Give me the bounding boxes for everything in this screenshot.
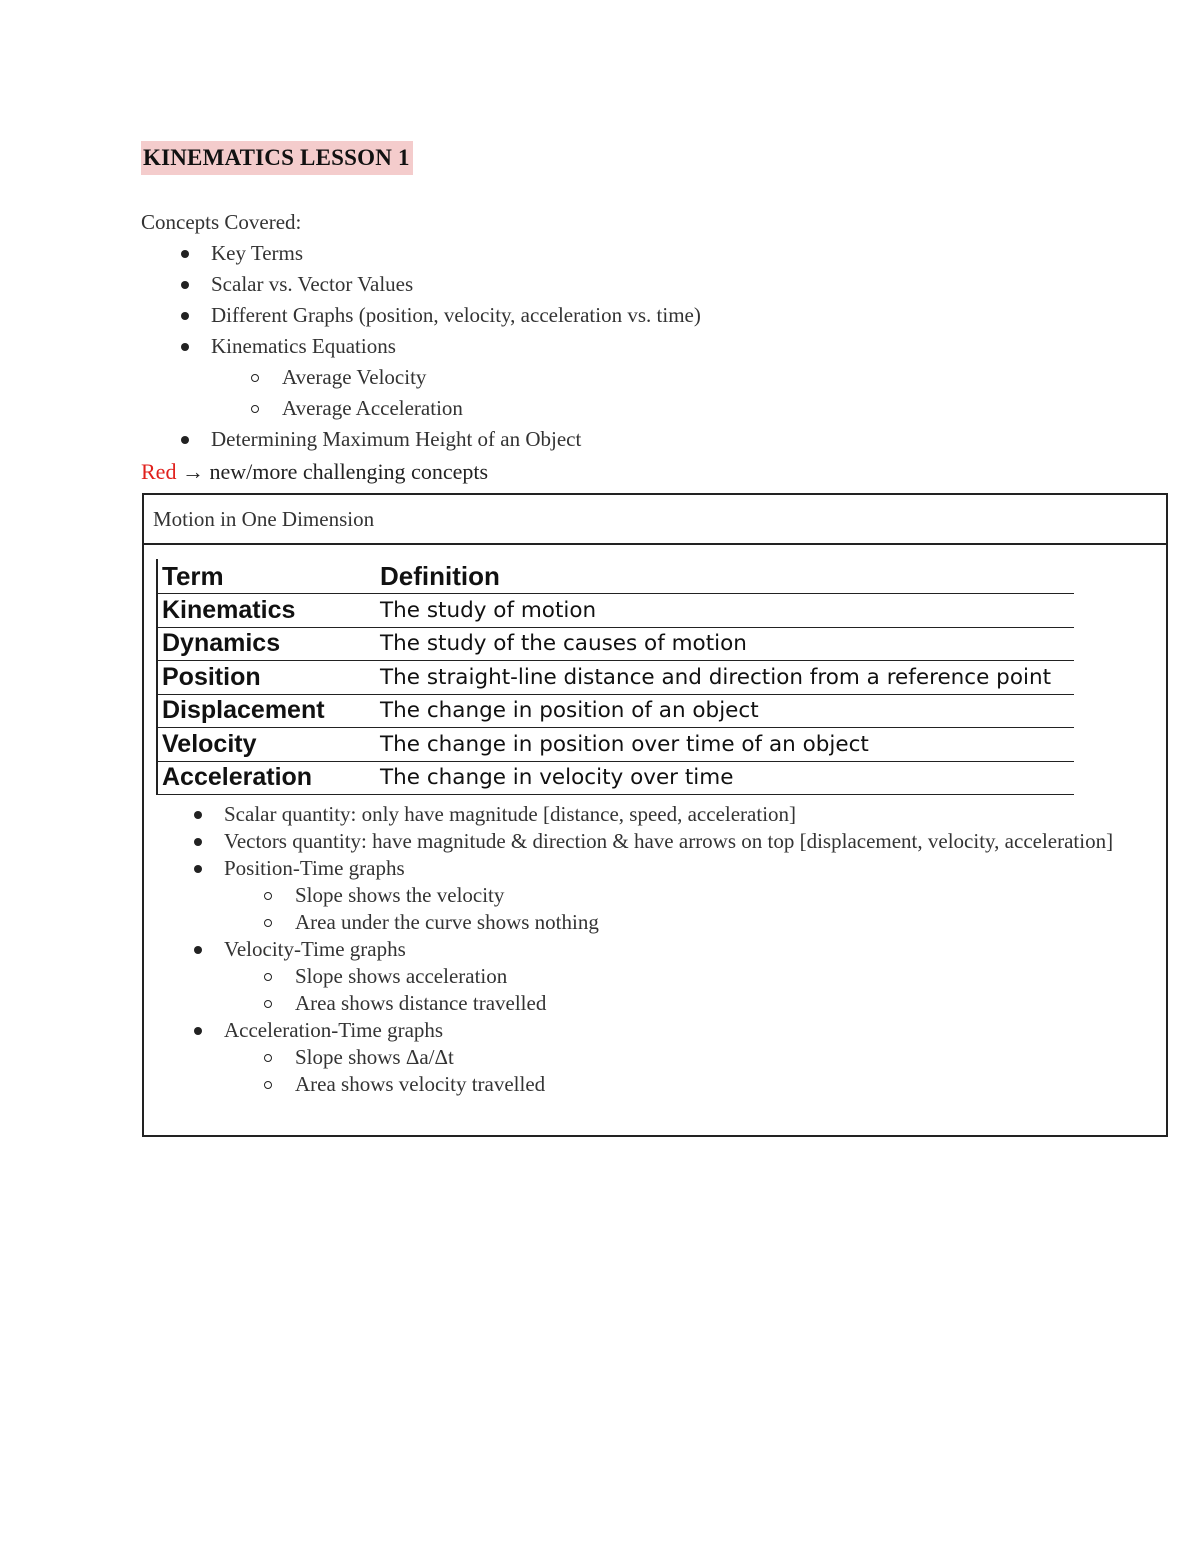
definition-cell: The change in position over time of an object xyxy=(380,728,1074,762)
term-cell: Dynamics xyxy=(157,627,380,661)
concept-item xyxy=(141,424,701,455)
term-cell: Velocity xyxy=(157,728,380,762)
note-subitem xyxy=(144,882,1195,909)
table-row xyxy=(157,761,1074,795)
note-subitem xyxy=(144,963,1195,990)
term-cell: Position xyxy=(157,661,380,695)
concept-item xyxy=(141,331,701,362)
bullet-circle-icon xyxy=(251,405,259,413)
table-row xyxy=(157,728,1074,762)
term-cell: Acceleration xyxy=(157,761,380,795)
notes-list xyxy=(144,801,1195,1098)
table-row xyxy=(157,694,1074,728)
note-item-text: Acceleration-Time graphs xyxy=(224,1018,444,1042)
note-subitem-text: Area shows velocity travelled xyxy=(295,1072,546,1096)
bullet-circle-icon xyxy=(264,1081,272,1089)
note-item-text: Scalar quantity: only have magnitude [distance, speed, acceleration] xyxy=(224,802,797,826)
table-row xyxy=(157,661,1074,695)
bullet-dot-icon xyxy=(181,436,189,444)
bullet-dot-icon xyxy=(181,281,189,289)
note-item-text: Vectors quantity: have magnitude & direction & have arrows on top [displacement, velocity, acceleration] xyxy=(224,829,1114,853)
note-subitem xyxy=(144,1071,1195,1098)
bullet-circle-icon xyxy=(264,973,272,981)
concept-subitem xyxy=(141,362,701,393)
note-item xyxy=(144,855,1124,882)
column-header-term: Term xyxy=(157,559,380,594)
concept-item-text: Scalar vs. Vector Values xyxy=(211,272,414,296)
bullet-dot-icon xyxy=(194,865,202,873)
note-item-text: Position-Time graphs xyxy=(224,856,405,880)
note-item xyxy=(144,801,1124,828)
definition-cell: The change in position of an object xyxy=(380,694,1074,728)
concept-item xyxy=(141,238,701,269)
note-item xyxy=(144,936,1124,963)
note-item xyxy=(144,828,1124,855)
column-header-definition: Definition xyxy=(380,559,1074,594)
bullet-dot-icon xyxy=(181,250,189,258)
concept-item-text: Key Terms xyxy=(211,241,304,265)
concept-item xyxy=(141,269,701,300)
note-item-text: Velocity-Time graphs xyxy=(224,937,406,961)
table-header-row xyxy=(157,559,1074,594)
bullet-dot-icon xyxy=(194,811,202,819)
term-cell: Kinematics xyxy=(157,594,380,628)
concept-item-text: Kinematics Equations xyxy=(211,334,396,358)
concept-subitem-text: Average Velocity xyxy=(282,365,427,389)
concept-subitem-text: Average Acceleration xyxy=(282,396,463,420)
note-subitem-text: Slope shows Δa/Δt xyxy=(295,1045,454,1069)
page-title: KINEMATICS LESSON 1 xyxy=(141,141,413,175)
note-item xyxy=(144,1017,1124,1044)
color-legend xyxy=(141,457,488,487)
bullet-circle-icon xyxy=(264,1054,272,1062)
note-subitem xyxy=(144,909,1195,936)
bullet-dot-icon xyxy=(181,343,189,351)
legend-description: → new/more challenging concepts xyxy=(181,459,489,484)
legend-red-word: Red xyxy=(141,459,177,484)
concept-subitem xyxy=(141,393,701,424)
note-subitem-text: Slope shows the velocity xyxy=(295,883,505,907)
bullet-dot-icon xyxy=(194,838,202,846)
bullet-circle-icon xyxy=(264,919,272,927)
concepts-label: Concepts Covered: xyxy=(141,210,302,234)
concept-item-text: Determining Maximum Height of an Object xyxy=(211,427,582,451)
note-subitem-text: Slope shows acceleration xyxy=(295,964,508,988)
concept-item-text: Different Graphs (position, velocity, acceleration vs. time) xyxy=(211,303,701,327)
terms-table xyxy=(156,559,1074,795)
bullet-circle-icon xyxy=(264,892,272,900)
concept-item xyxy=(141,300,701,331)
term-cell: Displacement xyxy=(157,694,380,728)
bullet-circle-icon xyxy=(251,374,259,382)
definition-cell: The study of the causes of motion xyxy=(380,627,1074,661)
motion-box xyxy=(142,493,1168,1137)
box-header: Motion in One Dimension xyxy=(144,495,1166,545)
bullet-dot-icon xyxy=(194,946,202,954)
definition-cell: The study of motion xyxy=(380,594,1074,628)
note-subitem xyxy=(144,990,1195,1017)
bullet-dot-icon xyxy=(194,1027,202,1035)
note-subitem-text: Area shows distance travelled xyxy=(295,991,547,1015)
table-row xyxy=(157,627,1074,661)
bullet-dot-icon xyxy=(181,312,189,320)
definition-cell: The change in velocity over time xyxy=(380,761,1074,795)
table-row xyxy=(157,594,1074,628)
definition-cell: The straight-line distance and direction from a reference point xyxy=(380,661,1074,695)
note-subitem xyxy=(144,1044,1195,1071)
concepts-list xyxy=(141,238,701,455)
note-subitem-text: Area under the curve shows nothing xyxy=(295,910,599,934)
bullet-circle-icon xyxy=(264,1000,272,1008)
